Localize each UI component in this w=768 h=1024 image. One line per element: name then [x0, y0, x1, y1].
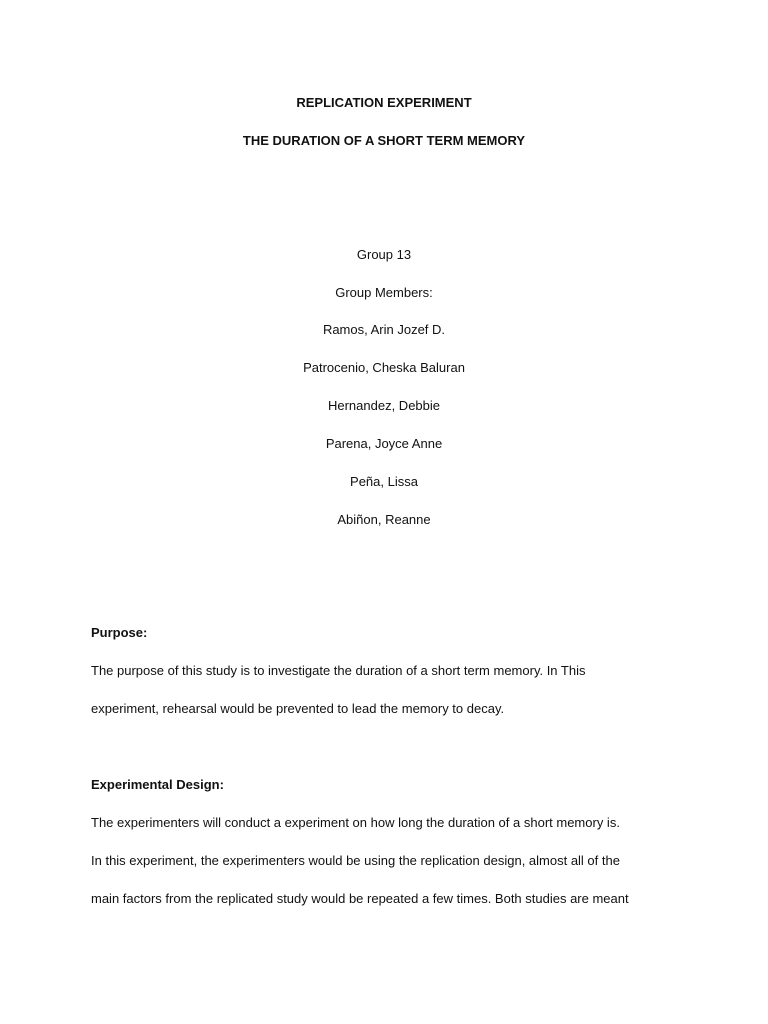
group-member: Peña, Lissa [350, 474, 418, 489]
design-text-line: main factors from the replicated study would be repeated a few times. Both studies are meant [91, 891, 629, 906]
document-subtitle: THE DURATION OF A SHORT TERM MEMORY [242, 133, 526, 148]
group-name: Group 13 [356, 247, 412, 262]
group-members-label: Group Members: [335, 285, 433, 300]
design-text-line: In this experiment, the experimenters would be using the replication design, almost all of the [91, 853, 620, 868]
group-member: Ramos, Arin Jozef D. [322, 322, 446, 337]
design-heading: Experimental Design: [91, 777, 224, 792]
group-member: Parena, Joyce Anne [325, 436, 443, 451]
purpose-text-line: The purpose of this study is to investigate the duration of a short term memory. In This [91, 663, 586, 678]
purpose-text-line: experiment, rehearsal would be prevented to lead the memory to decay. [91, 701, 505, 716]
group-member: Hernandez, Debbie [327, 398, 441, 413]
design-text-line: The experimenters will conduct a experiment on how long the duration of a short memory is. [91, 815, 620, 830]
group-member: Abiñon, Reanne [337, 512, 431, 527]
group-member: Patrocenio, Cheska Baluran [303, 360, 465, 375]
purpose-heading: Purpose: [91, 625, 148, 640]
document-title: REPLICATION EXPERIMENT [296, 95, 472, 110]
